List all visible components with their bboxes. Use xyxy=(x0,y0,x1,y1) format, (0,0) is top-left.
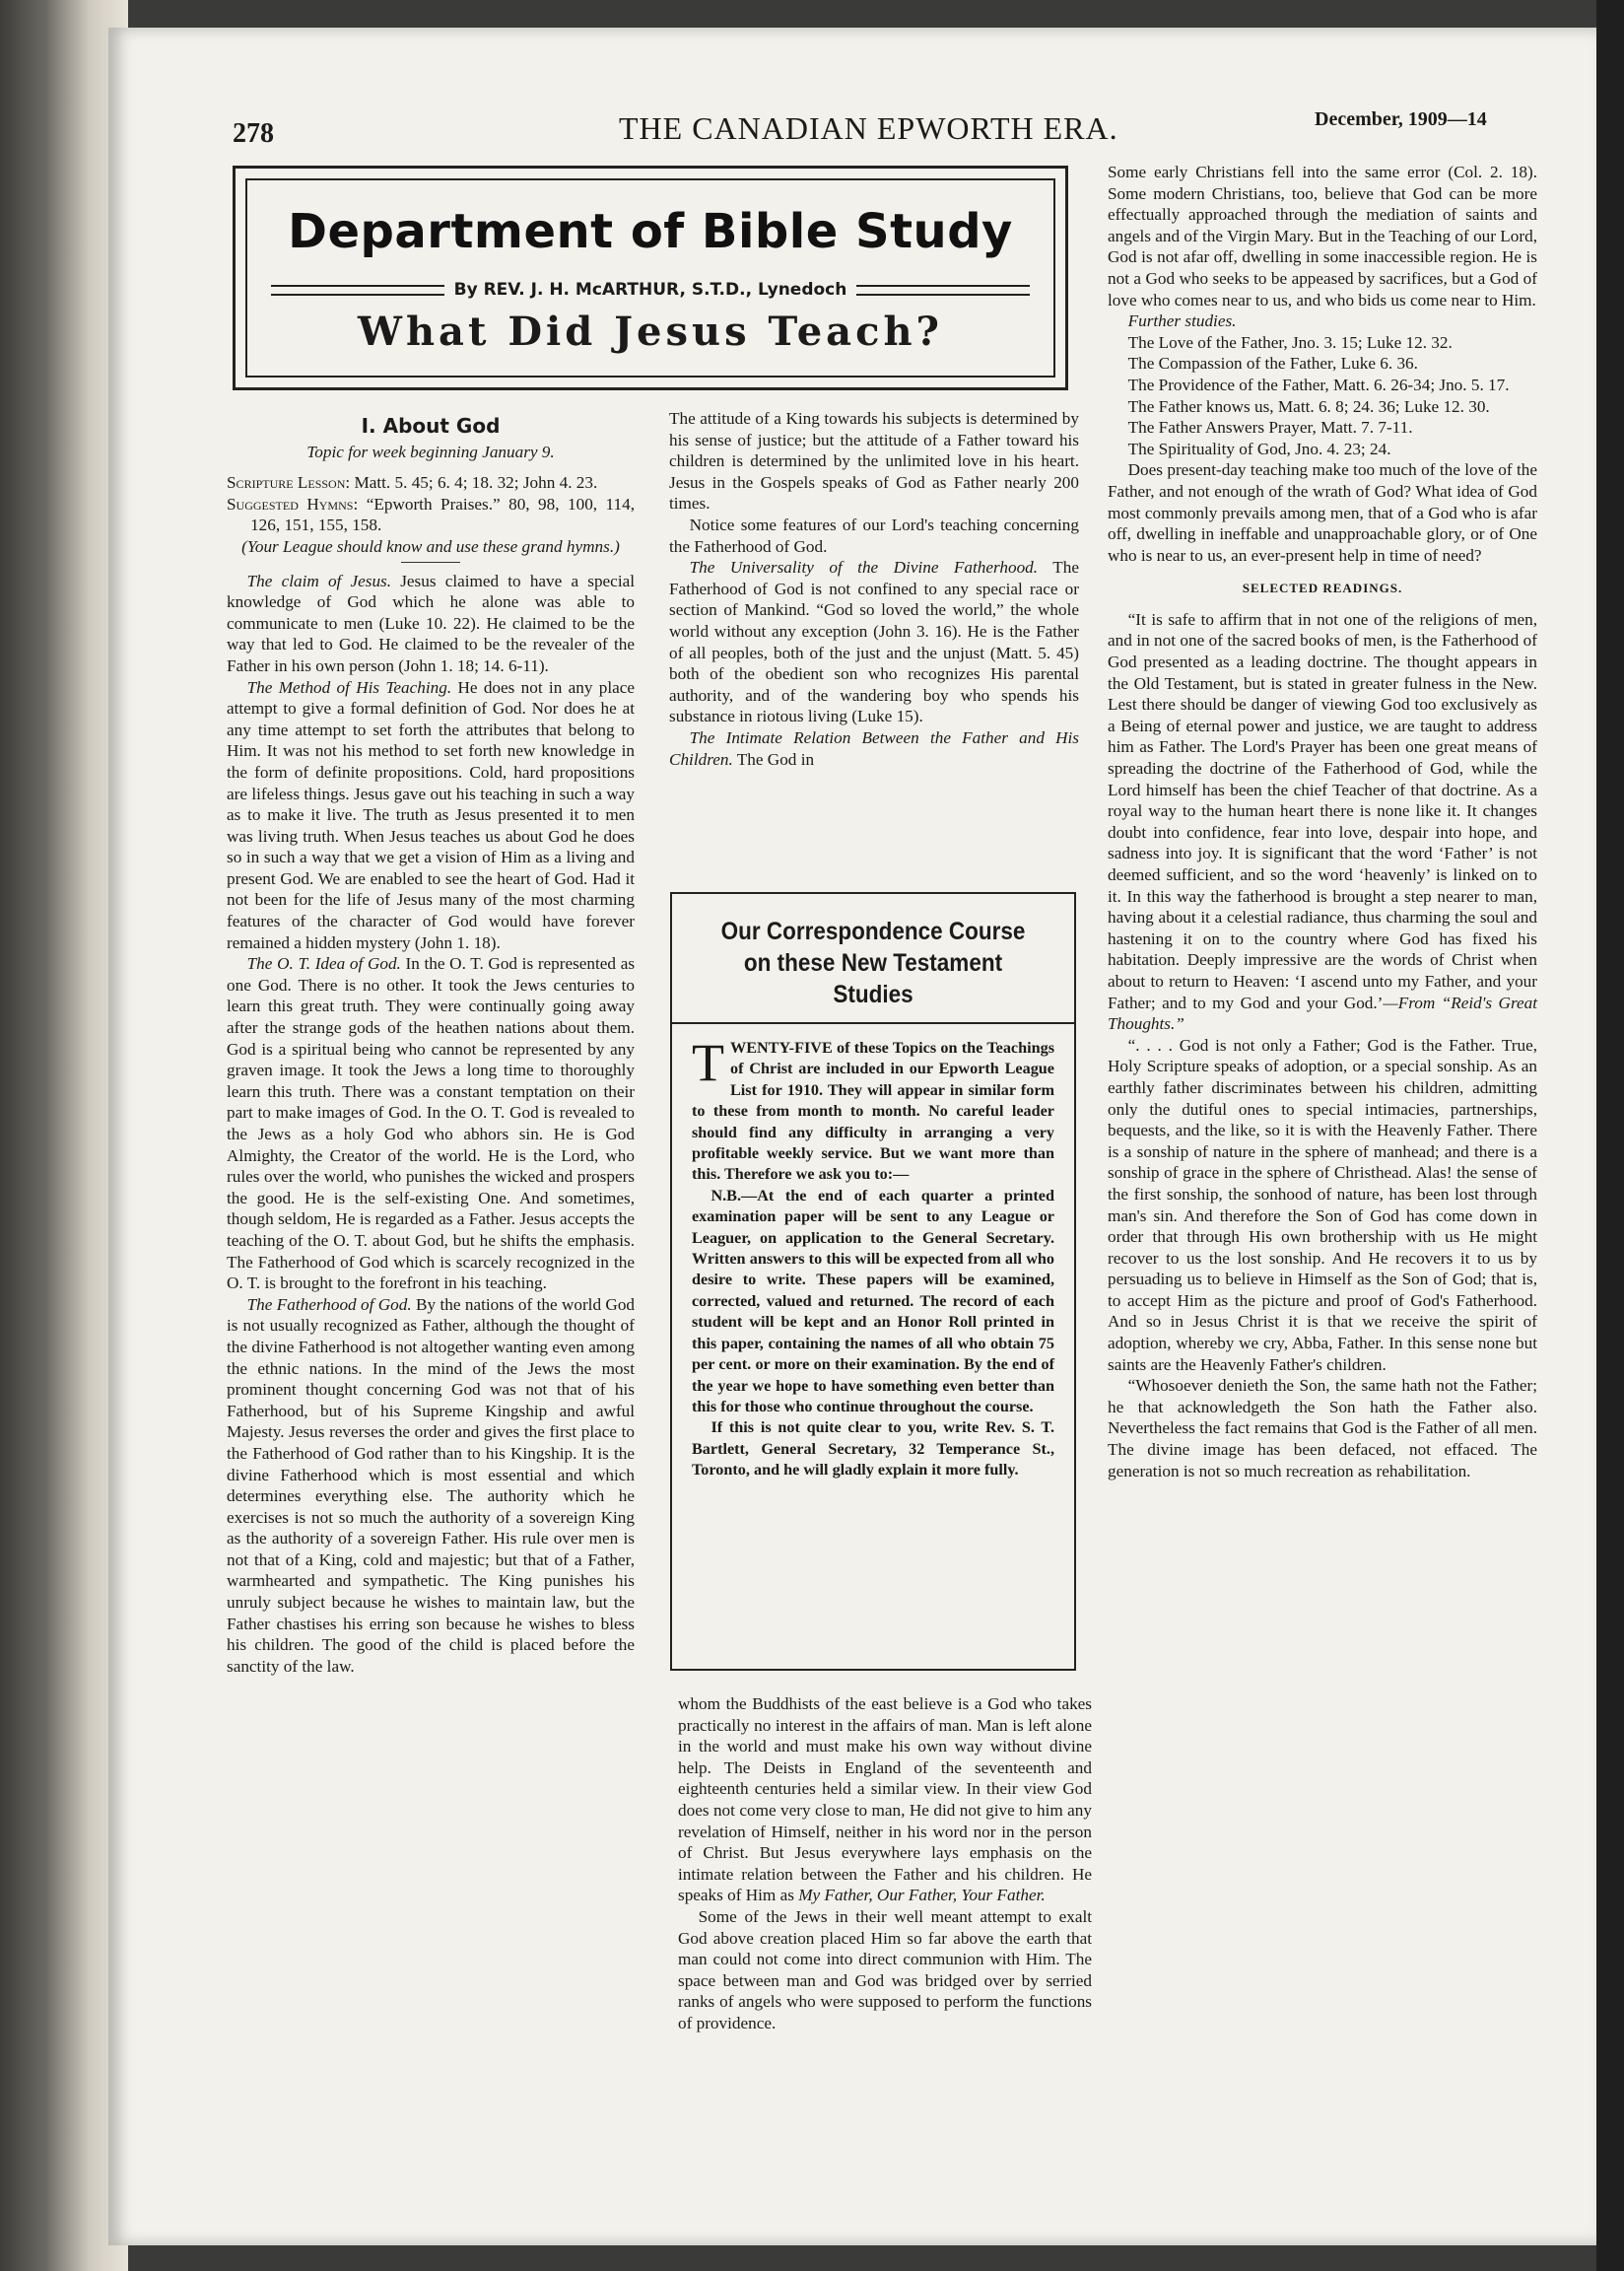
correspondence-intro xyxy=(692,1033,1054,1186)
correspondence-rule xyxy=(672,1022,1074,1024)
department-banner xyxy=(233,166,1068,390)
paragraph-early-christians: Some early Christians fell into the same error (Col. 2. 18). Some modern Christians, too, believe that God can be more effectually approached through the mediation of saints and angels and of the Virgin Mary. But in the Teaching of our Lord, God is not afar off, dwelling in some inaccessible region. He is not a God who seeks to be appeased by sacrifices, but a God of love who comes near to us, and who bids us come near to Him. xyxy=(1108,163,1537,310)
study-item: The Love of the Father, Jno. 3. 15; Luke 12. 32. xyxy=(1127,332,1453,352)
column-2-top xyxy=(669,408,1079,770)
paragraph-text: He does not in any place attempt to give a formal definition of God. Nor does he at any time attempt to set forth the attributes that belong to Him. It was not his method to set forth new knowledge in the form of definite propositions. Cold, hard propositions are lifeless things. Jesus gave out his teaching in such a way as to make it live. The truth as Jesus presented it to men was living truth. When Jesus teaches us about God he does so in such a way that we get a vision of Him as a living and present God. We are enabled to see the heart of God. Had it not been for the life of Jesus many of the most charming features of the character of God would have forever remained a hidden mystery (John 1. 18). xyxy=(227,677,636,952)
paragraph-fatherhood xyxy=(227,1294,635,1678)
correspondence-body xyxy=(692,1033,1054,1481)
paragraph-question: Does present-day teaching make too much of the love of the Father, and not enough of the wrath of God? What idea of God most commonly prevails among men, that of a God who is afar off, dwelling in ineffable and unapproachable glory, or of One who is near to us, an ever-present help in time of need? xyxy=(1108,460,1537,565)
further-studies-heading: Further studies. xyxy=(1127,311,1237,331)
study-item: The Father knows us, Matt. 6. 8; 24. 36; Luke 12. 30. xyxy=(1127,396,1490,416)
paragraph-emphasis: My Father, Our Father, Your Father. xyxy=(798,1886,1046,1905)
department-title: Department of Bible Study xyxy=(288,204,1013,259)
scripture-lesson xyxy=(227,472,635,494)
department-banner-inner xyxy=(245,178,1055,378)
paragraph-intimate-relation xyxy=(669,727,1079,770)
issue-date: December, 1909—14 xyxy=(1315,108,1487,130)
drop-cap: T xyxy=(692,1033,724,1092)
suggested-hymns xyxy=(227,494,635,536)
paragraph-text: The God in xyxy=(736,749,815,769)
study-item: The Father Answers Prayer, Matt. 7. 7-11. xyxy=(1127,418,1413,438)
paragraph-universality xyxy=(669,557,1079,727)
hymns-text: “Epworth Praises.” 80, 98, 100, 114, 126, 151, 155, 158. xyxy=(250,494,635,535)
study-item: The Compassion of the Father, Luke 6. 36. xyxy=(1127,354,1418,374)
correspondence-nb: N.B.—At the end of each quarter a printed examination paper will be sent to any League or Leaguer, on application to the General Secretary. Written answers to this will be expected from all who desire to write. These papers will be examined, corrected, valued and returned. The record of each student will be kept and an Honor Roll printed in this paper, containing the names of all who obtain 75 per cent. or more on their examination. By the end of the year we hope to have something even better than this for those who continue throughout the course. xyxy=(692,1186,1054,1415)
paragraph-text: In the O. T. God is represented as one God. There is no other. It took the Jews centuries to learn this great truth. They were continually going away after the strange gods of the heathen nations about them. God is a spiritual being who cannot be represented by any graven image. It took the Jews a long time to thoroughly learn this truth. There was a constant temptation on their part to make images of God. In the O. T. God is revealed to the Jews as a holy God who abhors sin. He is God Almighty, the Creator of the world. He is the Lord, who rules over the world, who punishes the wicked and prospers the good. He is the self-existing One. And sometimes, though seldom, He is regarded as a Father. Jesus accepts the teaching of the O. T. about God, but he shifts the emphasis. The Fatherhood of God which is scarcely recognized in the O. T. is brought to the forefront in his teaching. xyxy=(227,954,636,1293)
paragraph-text: whom the Buddhists of the east believe is a God who takes practically no interest in the affairs of man. Man is left alone in the world and must make his own way without divine help. The Deists in England of the seventeenth and eighteenth centuries held a similar view. In their view God does not come very close to man, He did not give to him any revelation of Himself, neither in his word nor in the person of Christ. But Jesus everywhere lays emphasis on the intimate relation between the Father and his children. He speaks of Him as xyxy=(678,1694,1092,1905)
divider xyxy=(401,562,460,563)
paragraph-lead: The Intimate Relation Between the Father and His Children. xyxy=(669,727,1079,769)
column-1 xyxy=(227,416,635,1677)
paragraph-features: Notice some features of our Lord's teaching concerning the Fatherhood of God. xyxy=(669,515,1079,556)
department-byline: By REV. J. H. McARTHUR, S.T.D., Lynedoch xyxy=(453,280,847,300)
byline-rule-right xyxy=(856,285,1030,296)
study-item: The Spirituality of God, Jno. 4. 23; 24. xyxy=(1127,439,1391,458)
series-title: What Did Jesus Teach? xyxy=(358,309,943,355)
paragraph-ot-idea xyxy=(227,953,635,1294)
scripture-text: Matt. 5. 45; 6. 4; 18. 32; John 4. 23. xyxy=(354,473,598,493)
paragraph-text: Jesus claimed to have a special knowledge of God which he alone was able to communicate to men (Luke 10. 22). He claimed to be the way that led to God. He claimed to be the revealer of the Father in his own person (John 1. 18; 14. 6-11). xyxy=(227,571,635,675)
byline-row xyxy=(271,277,1030,303)
scripture-label: Scripture Lesson: xyxy=(227,473,351,493)
paragraph-lead: The Method of His Teaching. xyxy=(246,677,452,697)
lesson-heading: I. About God xyxy=(361,414,501,438)
paragraph-lead: The Universality of the Divine Fatherhood. xyxy=(689,558,1039,578)
paragraph-text: The Fatherhood of God is not confined to any special race or section of Mankind. “God so loved the world,” the whole world without any exception (John 3. 16). He is the Father of all peoples, both of the just and the unjust (Matt. 5. 45) both of the obedient son who recognizes His parental authority, and of the wandering boy who spends his substance in riotous living (Luke 15). xyxy=(669,558,1079,726)
correspondence-text: WENTY-FIVE of these Topics on the Teachings of Christ are included in our Epworth League List for 1910. They will appear in similar form to these from month to month. No careful leader should find any difficulty in arranging a very profitable weekly service. But we want more than this. Therefore we ask you to:— xyxy=(692,1039,1054,1184)
league-note: (Your League should know and use these grand hymns.) xyxy=(241,536,620,556)
reading-source: —From “Reid's Great Thoughts.” xyxy=(1108,993,1538,1034)
correspondence-contact: If this is not quite clear to you, write Rev. S. T. Bartlett, General Secretary, 32 Temperance St., Toronto, and he will gladly explain it more fully. xyxy=(692,1418,1054,1480)
reading-text: “It is safe to affirm that in not one of the religions of men, and in not one of the sacred books of men, is the Fatherhood of God presented as a leading doctrine. The thought appears in the Old Testament, but is stated in greater fulness in the New. Lest there should be danger of viewing God too exclusively as a Being of eternal power and justice, we are taught to address him as Father. The Lord's Prayer has been one great means of spreading the doctrine of the Fatherhood of God, while the Lord himself has been the chief Teacher of that doctrine. As a royal way to the human heart there is none like it. It changes doubt into confidence, fear into love, despair into hope, and sadness into joy. It is significant that the word ‘Father’ is not deemed sufficient, and so the word ‘heavenly’ is linked on to it. In this way the fatherhood is brought a step nearer to man, having about it a celestial radiance, thus charming the soul and hastening it on to the country where God has fixed his habitation. Deeply impressive are the words of Christ when about to return to Heaven: ‘I ascend unto my Father, and your Father; and to my God and your God.’ xyxy=(1108,609,1537,1012)
scan-edge xyxy=(1596,0,1624,2271)
paragraph-method xyxy=(227,677,635,954)
paragraph-lead: The Fatherhood of God. xyxy=(246,1294,412,1314)
reading-sonship: “. . . . God is not only a Father; God is the Father. True, Holy Scripture speaks of adoption, or a special sonship. As an earthly father discriminates between his children, admitting only the dutiful ones to special intimacies, partnerships, bequests, and the like, so it is with the Heavenly Father. There is a sonship of nature in the sphere of manhead; and there is a sonship of grace in the sphere of Christhead. Alas! the sense of the first sonship, the sonhood of nature, has been lost through man's sin. And therefore the Son of God has come down in order that through His own brothership with us He might recover to us the lost sonship. And He recovers it to us by persuading us to believe in Himself as the Son of God; that is, to accept Him as the picture and proof of God's Fatherhood. And so in Jesus Christ it is that we receive the spirit of adoption, whereby we cry, Abba, Father. In this sense none but saints are the Heavenly Father's children. xyxy=(1108,1035,1537,1374)
column-3 xyxy=(1108,162,1537,1481)
column-2-bottom xyxy=(678,1693,1092,2034)
paragraph-king-attitude: The attitude of a King towards his subjects is determined by his sense of justice; but the attitude of a Father toward his children is determined by the unlimited love in his heart. Jesus in the Gospels speaks of God as Father nearly 200 times. xyxy=(669,409,1079,514)
page-number: 278 xyxy=(233,118,274,149)
topic-week: Topic for week beginning January 9. xyxy=(306,442,555,461)
study-item: The Providence of the Father, Matt. 6. 26-34; Jno. 5. 17. xyxy=(1127,375,1510,394)
paragraph-text: By the nations of the world God is not usually recognized as Father, although the thought of the divine Fatherhood is not altogether wanting even among the ethnic nations. In the mind of the Jews the most prominent thought concerning God was not that of his Fatherhood, but of his Supreme Kingship and awful Majesty. Jesus reverses the order and gives the first place to the Fatherhood of God rather than to his Kingship. It is the divine Fatherhood which is most essential and which determines everything else. The authority which he exercises is not so much the authority of a sovereign King as the authority of a sovereign Father. His rule over men is not that of a King, cold and majestic; but that of a Father, warmhearted and sympathetic. The King punishes his unruly subject because he wishes to maintain law, but the Father chastises his erring son because he wishes to bless his children. The good of the child is placed before the sanctity of the law. xyxy=(227,1294,636,1676)
hymns-label: Suggested Hymns: xyxy=(227,494,359,514)
selected-readings-heading: SELECTED READINGS. xyxy=(1242,581,1403,596)
paragraph-lead: The O. T. Idea of God. xyxy=(246,954,401,974)
reading-reid xyxy=(1108,609,1537,1035)
publication-title: THE CANADIAN EPWORTH ERA. xyxy=(619,110,1118,146)
correspondence-course-box xyxy=(670,892,1076,1671)
byline-rule-left xyxy=(271,285,444,296)
paragraph-buddhists xyxy=(678,1693,1092,1906)
paragraph-lead: The claim of Jesus. xyxy=(246,571,392,590)
correspondence-title: Our Correspondence Course on these New Testament Studies xyxy=(720,918,1026,1008)
paragraph-jews-attempt: Some of the Jews in their well meant attempt to exalt God above creation placed Him so far above the earth that man could not come into direct communion with Him. The space between man and God was bridged over by serried ranks of angels who were supposed to perform the functions of providence. xyxy=(678,1906,1092,2032)
reading-denieth: “Whosoever denieth the Son, the same hath not the Father; he that acknowledgeth the Son hath the Father also. Nevertheless the fact remains that God is the Father of all men. The divine image has been defaced, not effaced. The generation is not so much recreation as rehabilitation. xyxy=(1108,1376,1537,1480)
paragraph-claim xyxy=(227,571,635,677)
